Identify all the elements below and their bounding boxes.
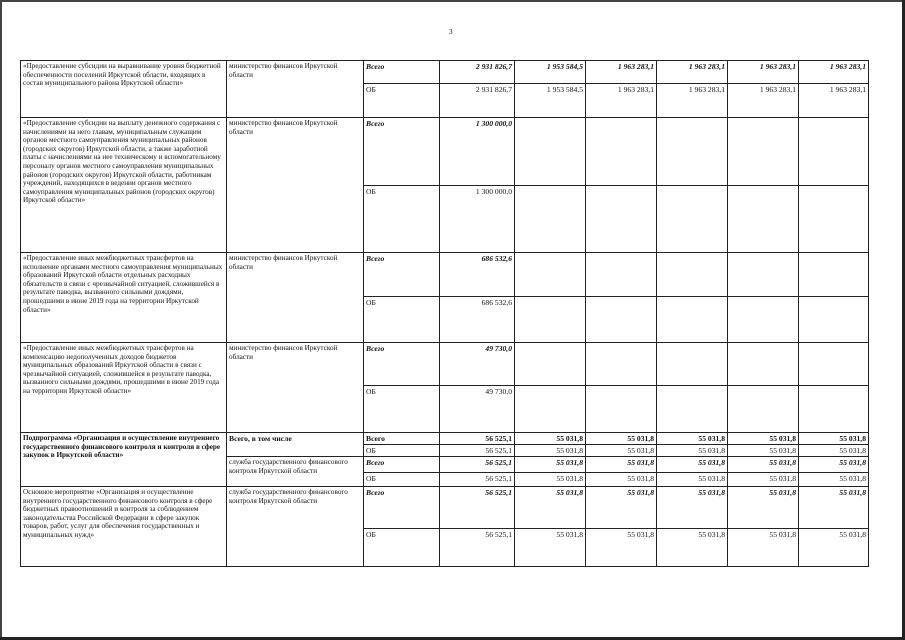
total-amount-cell: 55 031,8 — [799, 457, 869, 473]
subprogram-title: Подпрограмма «Организация и осуществление внутреннего государственного финансового контроля и контроля в сфере закупок в Иркутской области» — [21, 433, 227, 487]
regional-budget-amount-cell — [586, 386, 657, 433]
funding-source-label: ОБ — [364, 186, 440, 253]
regional-budget-amount-cell: 1 963 283,1 — [799, 84, 869, 118]
total-amount-cell: 55 031,8 — [657, 487, 728, 529]
regional-budget-amount-cell: 55 031,8 — [799, 529, 869, 567]
regional-budget-amount-cell — [728, 386, 799, 433]
regional-budget-amount-cell — [799, 297, 869, 343]
total-amount-cell: 55 031,8 — [586, 487, 657, 529]
regional-budget-amount-cell: 55 031,8 — [657, 445, 728, 457]
funding-source-label: Всего — [364, 253, 440, 297]
total-amount-cell: 1 963 283,1 — [799, 61, 869, 84]
total-amount-cell: 686 532,6 — [440, 253, 515, 297]
regional-budget-amount-cell — [799, 186, 869, 253]
funding-source-label: Всего — [364, 457, 440, 473]
table-row — [21, 433, 869, 445]
regional-budget-amount-cell: 55 031,8 — [586, 445, 657, 457]
total-amount-cell — [728, 118, 799, 186]
activity-description: «Предоставление иных межбюджетных трансфертов на компенсацию недополученных доходов бюджетов муниципальных образований Иркутской области в связи с чрезвычайной ситуацией, сложившейся в результате паводка, вызванного сильными дождями, прошедшими в июне 2019 года на территории Иркутской области» — [21, 343, 227, 433]
total-amount-cell: 55 031,8 — [515, 457, 586, 473]
total-amount-cell: 1 963 283,1 — [728, 61, 799, 84]
subprogram-total-label: Всего, в том числе — [227, 433, 364, 457]
table-row — [21, 61, 869, 84]
funding-source-label: Всего — [364, 118, 440, 186]
regional-budget-amount-cell: 55 031,8 — [799, 473, 869, 487]
activity-description: «Предоставление иных межбюджетных трансфертов на исполнение органами местного самоуправления муниципальных образований Иркутской области отдельных расходных обязательств в связи с чрезвычайной ситуацией, сложившейся в результате паводка, вызванного сильными дождями, прошедшими в июне 2019 года на территории Иркутской области» — [21, 253, 227, 343]
regional-budget-amount-cell — [586, 297, 657, 343]
total-amount-cell — [657, 253, 728, 297]
total-amount-cell — [728, 253, 799, 297]
total-amount-cell: 49 730,0 — [440, 343, 515, 386]
total-amount-cell — [657, 343, 728, 386]
total-amount-cell: 55 031,8 — [799, 433, 869, 445]
regional-budget-amount-cell: 55 031,8 — [515, 445, 586, 457]
funding-source-label: ОБ — [364, 386, 440, 433]
regional-budget-amount-cell — [515, 186, 586, 253]
table-row — [21, 487, 869, 529]
responsible-organization: министерство финансов Иркутской области — [227, 343, 364, 433]
total-amount-cell — [586, 118, 657, 186]
scan-border-left — [0, 0, 2, 640]
regional-budget-amount-cell — [657, 386, 728, 433]
regional-budget-amount-cell: 55 031,8 — [586, 473, 657, 487]
regional-budget-amount-cell: 1 963 283,1 — [586, 84, 657, 118]
regional-budget-amount-cell: 55 031,8 — [728, 473, 799, 487]
funding-source-label: ОБ — [364, 84, 440, 118]
total-amount-cell: 55 031,8 — [586, 457, 657, 473]
total-amount-cell — [515, 253, 586, 297]
budget-table — [20, 60, 869, 567]
regional-budget-amount-cell: 56 525,1 — [440, 529, 515, 567]
responsible-organization: министерство финансов Иркутской области — [227, 118, 364, 253]
regional-budget-amount-cell: 1 300 000,0 — [440, 186, 515, 253]
funding-source-label: ОБ — [364, 297, 440, 343]
total-amount-cell: 55 031,8 — [728, 433, 799, 445]
regional-budget-amount-cell — [657, 186, 728, 253]
total-amount-cell: 1 963 283,1 — [586, 61, 657, 84]
total-amount-cell: 55 031,8 — [515, 487, 586, 529]
funding-source-label: Всего — [364, 61, 440, 84]
total-amount-cell — [515, 343, 586, 386]
responsible-organization: служба государственного финансового контроля Иркутской области — [227, 457, 364, 487]
regional-budget-amount-cell — [728, 186, 799, 253]
funding-source-label: ОБ — [364, 529, 440, 567]
total-amount-cell: 56 525,1 — [440, 487, 515, 529]
regional-budget-amount-cell: 56 525,1 — [440, 473, 515, 487]
page-number: 3 — [449, 28, 453, 36]
funding-source-label: Всего — [364, 487, 440, 529]
responsible-organization: министерство финансов Иркутской области — [227, 61, 364, 118]
responsible-organization: министерство финансов Иркутской области — [227, 253, 364, 343]
total-amount-cell — [799, 343, 869, 386]
regional-budget-amount-cell — [728, 297, 799, 343]
regional-budget-amount-cell: 49 730,0 — [440, 386, 515, 433]
regional-budget-amount-cell: 2 931 826,7 — [440, 84, 515, 118]
regional-budget-amount-cell: 55 031,8 — [586, 529, 657, 567]
regional-budget-amount-cell — [515, 297, 586, 343]
total-amount-cell: 56 525,1 — [440, 457, 515, 473]
regional-budget-amount-cell: 55 031,8 — [657, 529, 728, 567]
regional-budget-amount-cell: 55 031,8 — [515, 473, 586, 487]
regional-budget-amount-cell: 1 953 584,5 — [515, 84, 586, 118]
scan-border-top — [0, 0, 905, 2]
total-amount-cell — [728, 343, 799, 386]
total-amount-cell: 1 963 283,1 — [657, 61, 728, 84]
regional-budget-amount-cell: 55 031,8 — [799, 445, 869, 457]
total-amount-cell: 55 031,8 — [657, 457, 728, 473]
total-amount-cell: 55 031,8 — [515, 433, 586, 445]
activity-description: Основное мероприятие «Организация и осуществление внутреннего государственного финансового контроля в сфере бюджетных правоотношений и контроля за соблюдением законодательства Российской Федерации в сфере закупок товаров, работ, услуг для обеспечения государственных и муниципальных нужд» — [21, 487, 227, 567]
total-amount-cell: 55 031,8 — [799, 487, 869, 529]
regional-budget-amount-cell: 1 963 283,1 — [728, 84, 799, 118]
total-amount-cell: 55 031,8 — [657, 433, 728, 445]
total-amount-cell: 55 031,8 — [728, 487, 799, 529]
total-amount-cell: 55 031,8 — [728, 457, 799, 473]
total-amount-cell — [586, 253, 657, 297]
regional-budget-amount-cell — [586, 186, 657, 253]
total-amount-cell — [657, 118, 728, 186]
regional-budget-amount-cell: 55 031,8 — [728, 529, 799, 567]
regional-budget-amount-cell: 1 963 283,1 — [657, 84, 728, 118]
regional-budget-amount-cell: 686 532,6 — [440, 297, 515, 343]
regional-budget-amount-cell — [515, 386, 586, 433]
regional-budget-amount-cell — [657, 297, 728, 343]
regional-budget-amount-cell — [799, 386, 869, 433]
total-amount-cell: 55 031,8 — [586, 433, 657, 445]
table-row — [21, 118, 869, 186]
funding-source-label: ОБ — [364, 445, 440, 457]
activity-description: «Предоставление субсидии на выплату денежного содержания с начислениями на него главам, муниципальным служащим органов местного самоуправления муниципальных районов (городских округов) Иркутской области, а также заработной платы с начислениями на нее техническому и вспомогательному персоналу органов местного самоуправления муниципальных районов (городских округов) Иркутской области, работникам учреждений, находящихся в ведении органов местного самоуправления муниципальных районов (городских округов) Иркутской области» — [21, 118, 227, 253]
responsible-organization: служба государственного финансового контроля Иркутской области — [227, 487, 364, 567]
regional-budget-amount-cell: 55 031,8 — [728, 445, 799, 457]
funding-source-label: Всего — [364, 343, 440, 386]
total-amount-cell — [586, 343, 657, 386]
table-row — [21, 343, 869, 386]
funding-source-label: ОБ — [364, 473, 440, 487]
funding-source-label: Всего — [364, 433, 440, 445]
activity-description: «Предоставление субсидии на выравнивание уровня бюджетной обеспеченности поселений Иркутской области, входящих в состав муниципального района Иркутской области» — [21, 61, 227, 118]
total-amount-cell — [799, 118, 869, 186]
regional-budget-amount-cell: 55 031,8 — [657, 473, 728, 487]
total-amount-cell: 1 953 584,5 — [515, 61, 586, 84]
total-amount-cell: 56 525,1 — [440, 433, 515, 445]
regional-budget-amount-cell: 56 525,1 — [440, 445, 515, 457]
table-row — [21, 253, 869, 297]
total-amount-cell — [515, 118, 586, 186]
total-amount-cell: 2 931 826,7 — [440, 61, 515, 84]
total-amount-cell — [799, 253, 869, 297]
total-amount-cell: 1 300 000,0 — [440, 118, 515, 186]
regional-budget-amount-cell: 55 031,8 — [515, 529, 586, 567]
